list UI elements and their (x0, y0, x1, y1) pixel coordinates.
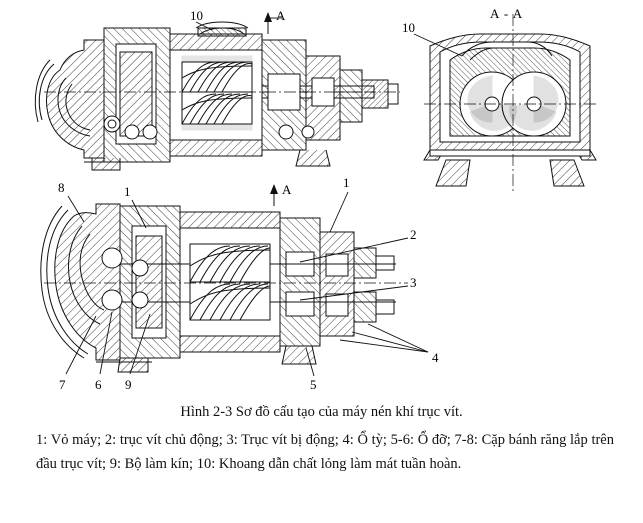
callout-3: 3 (410, 275, 417, 290)
callout-1-left: 1 (124, 184, 131, 199)
section-label-a-bottom: A (282, 182, 293, 197)
callout-7: 7 (59, 377, 66, 392)
section-arrow-a-top (264, 12, 272, 34)
callout-5: 5 (310, 377, 317, 392)
callout-4: 4 (432, 350, 439, 365)
callout-8: 8 (58, 180, 65, 195)
bottom-section-view (41, 204, 408, 372)
section-arrow-a-bottom (270, 184, 278, 206)
callout-10-right: 10 (402, 20, 415, 35)
callout-1-right: 1 (343, 175, 350, 190)
section-aa-view (424, 14, 598, 192)
callout-2: 2 (410, 227, 417, 242)
section-label-aa: A - A (490, 6, 524, 21)
figure-legend: 1: Vỏ máy; 2: trục vít chủ động; 3: Trục vít bị động; 4: Ổ tỳ; 5-6: Ổ đỡ; 7-8: Cặp bánh răng lắp trên đầu trục vít; 9: Bộ làm kín; 10: Khoang dẫn chất lỏng làm mát tuần hoàn. (36, 432, 614, 472)
section-label-a-top: A (276, 8, 287, 23)
callout-6: 6 (95, 377, 102, 392)
callout-9: 9 (125, 377, 132, 392)
callout-10-top: 10 (190, 8, 203, 23)
top-left-section-view (35, 22, 400, 170)
figure-caption: Hình 2-3 Sơ đồ cấu tạo của máy nén khí trục vít. (180, 404, 463, 420)
